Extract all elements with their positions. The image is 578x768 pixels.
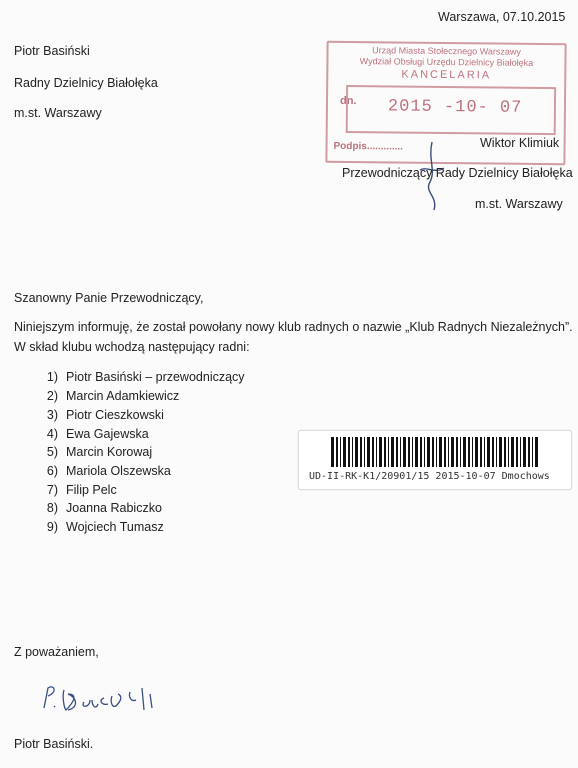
barcode-bar: [487, 437, 490, 467]
list-number: 4): [46, 427, 58, 441]
list-item: [36, 483, 117, 497]
member-name: Piotr Cieszkowski: [66, 408, 164, 422]
barcode-bar: [355, 437, 358, 467]
barcode-bar: [532, 437, 533, 467]
recipient-role: Przewodniczący Rady Dzielnicy Białołęka: [342, 166, 573, 180]
list-number: 3): [46, 408, 58, 422]
list-item: [36, 445, 152, 459]
barcode-bar: [468, 437, 470, 467]
barcode-bar: [391, 437, 394, 467]
barcode-bar: [360, 437, 362, 467]
barcode-bar: [535, 437, 538, 467]
list-number: 9): [46, 520, 58, 534]
barcode-bar: [499, 437, 502, 467]
member-name: Filip Pelc: [66, 483, 117, 497]
member-name: Marcin Korowaj: [66, 445, 153, 459]
member-name: Joanna Rabiczko: [66, 501, 162, 515]
list-number: 8): [46, 501, 58, 515]
list-item: [36, 370, 245, 384]
barcode-bar: [352, 437, 353, 467]
barcode-bar: [456, 437, 458, 467]
list-number: 2): [46, 389, 58, 403]
barcode-bar: [367, 437, 370, 467]
signature-name: Piotr Basiński.: [14, 737, 94, 751]
barcode-bar: [400, 437, 401, 467]
barcode-bar: [460, 437, 461, 467]
list-number: 5): [46, 445, 58, 459]
stamp-line-3: KANCELARIA: [401, 68, 492, 82]
stamp-line-1: Urząd Miasta Stołecznego Warszawy: [372, 45, 521, 57]
list-item: [36, 501, 162, 515]
barcode-bar: [412, 437, 413, 467]
paragraph-line-2: W skład klubu wchodzą następujący radni:: [14, 340, 250, 354]
stamp-podpis: Podpis.............: [333, 140, 404, 153]
barcode-bar: [343, 437, 346, 467]
handwritten-signature: [38, 682, 188, 716]
member-name: Ewa Gajewska: [66, 427, 149, 441]
barcode-bar: [420, 437, 422, 467]
sender-name: Piotr Basiński: [14, 44, 90, 58]
stamp-date: 2015 -10- 07: [387, 97, 523, 118]
barcode-bar: [348, 437, 350, 467]
barcode-bar: [408, 437, 410, 467]
barcode-bar: [436, 437, 437, 467]
barcode-bar: [472, 437, 473, 467]
paragraph-line-1: Niniejszym informuję, że został powołany nowy klub radnych o nazwie „Klub Radnych Niezależnych”.: [14, 320, 573, 334]
barcode-bar: [511, 437, 514, 467]
barcode-bar: [475, 437, 478, 467]
list-item: [36, 520, 164, 534]
barcode-bar: [331, 437, 334, 467]
barcode-bar: [528, 437, 530, 467]
barcode-bar: [516, 437, 518, 467]
list-item: [36, 427, 149, 441]
barcode-sticker: [298, 430, 572, 490]
barcode-bar: [492, 437, 494, 467]
recipient-city: m.st. Warszawy: [475, 197, 563, 211]
barcode-bar: [508, 437, 509, 467]
member-name: Marcin Adamkiewicz: [66, 389, 180, 403]
member-name: Mariola Olszewska: [66, 464, 171, 478]
barcode-bar: [496, 437, 497, 467]
stamp-line-2: Wydział Obsługi Urzędu Dzielnicy Białołęka: [359, 56, 534, 68]
closing: Z poważaniem,: [14, 645, 99, 659]
list-number: 1): [46, 370, 58, 384]
barcode-bar: [424, 437, 425, 467]
list-number: 7): [46, 483, 58, 497]
barcode-bar: [520, 437, 521, 467]
sender-role: Radny Dzielnicy Białołęka: [14, 76, 158, 90]
barcode-bar: [504, 437, 506, 467]
place-date: Warszawa, 07.10.2015: [438, 10, 566, 24]
barcode-bar: [415, 437, 418, 467]
list-item: [36, 464, 171, 478]
barcode-bar: [463, 437, 466, 467]
barcode-bar: [403, 437, 406, 467]
barcode-text: UD-II-RK-K1/20901/15 2015-10-07 Dmochows: [309, 471, 550, 482]
barcode-bar: [388, 437, 389, 467]
stamp-dn-label: dn.: [339, 94, 357, 108]
list-item: [36, 408, 164, 422]
barcode-bar: [448, 437, 449, 467]
member-name: Piotr Basiński – przewodniczący: [66, 370, 245, 384]
member-name: Wojciech Tumasz: [66, 520, 164, 534]
stamp-date-box: [346, 85, 556, 135]
barcode-bar: [451, 437, 454, 467]
barcode-bar: [396, 437, 398, 467]
barcode-icon: [331, 437, 541, 467]
barcode-bar: [523, 437, 526, 467]
barcode-bar: [427, 437, 430, 467]
barcode-bar: [439, 437, 442, 467]
barcode-bar: [376, 437, 377, 467]
recipient-name: Wiktor Klimiuk: [480, 136, 560, 150]
barcode-bar: [484, 437, 485, 467]
barcode-bar: [340, 437, 341, 467]
barcode-bar: [384, 437, 386, 467]
barcode-bar: [480, 437, 482, 467]
barcode-bar: [336, 437, 338, 467]
sender-city: m.st. Warszawy: [14, 106, 102, 120]
list-item: [36, 389, 179, 403]
barcode-bar: [432, 437, 434, 467]
barcode-bar: [372, 437, 374, 467]
barcode-bar: [364, 437, 365, 467]
salutation: Szanowny Panie Przewodniczący,: [14, 291, 204, 305]
barcode-bar: [379, 437, 382, 467]
list-number: 6): [46, 464, 58, 478]
barcode-bar: [444, 437, 446, 467]
